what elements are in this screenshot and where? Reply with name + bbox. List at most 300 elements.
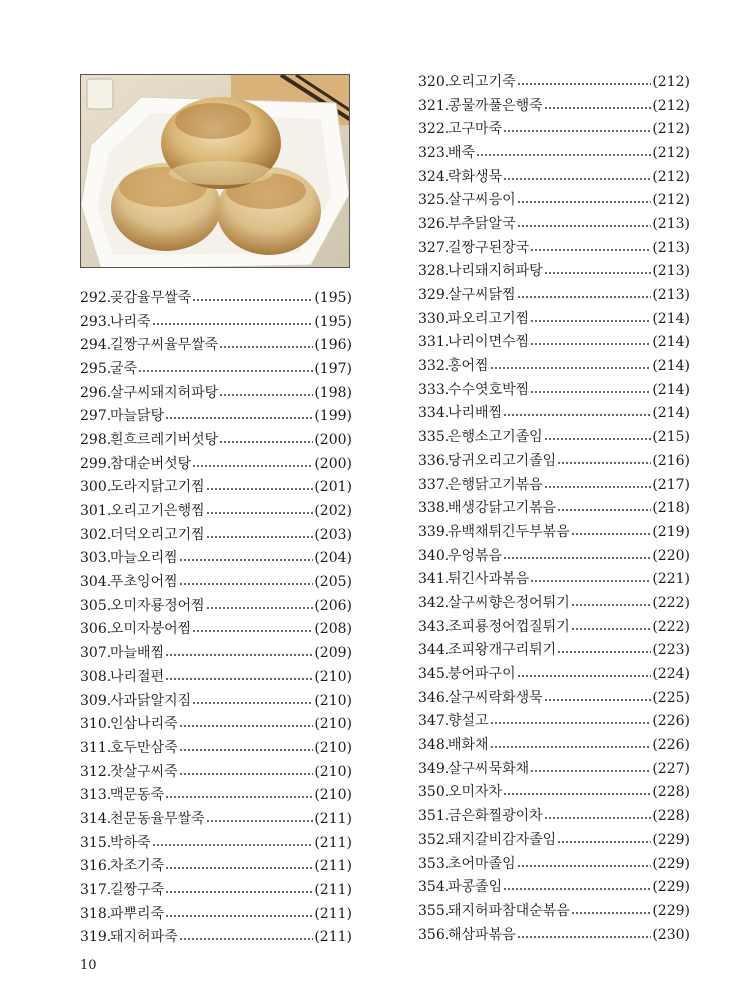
toc-entry xyxy=(418,733,690,757)
toc-entry xyxy=(80,926,352,950)
toc-entry xyxy=(80,452,352,476)
entry-page: (212) xyxy=(652,144,690,161)
entry-number: 313. xyxy=(80,787,112,804)
dot-leader xyxy=(503,178,651,180)
toc-entry xyxy=(80,594,352,618)
entry-title: 흰흐르레기버섯탕 xyxy=(110,431,219,448)
entry-page: (222) xyxy=(652,618,690,635)
entry-title: 마늘오리찜 xyxy=(110,550,178,567)
entry-page: (211) xyxy=(314,858,352,875)
dot-leader xyxy=(557,841,651,843)
page-number: 10 xyxy=(80,958,97,973)
dot-leader xyxy=(490,746,652,748)
food-photo xyxy=(80,74,350,268)
entry-number: 329. xyxy=(418,287,450,304)
dot-leader xyxy=(557,651,651,653)
toc-entry xyxy=(418,141,690,165)
dot-leader xyxy=(206,820,314,822)
entry-title: 당귀오리고기졸임 xyxy=(448,452,557,469)
entry-title: 조피왕개구리튀기 xyxy=(448,642,557,659)
dot-leader xyxy=(490,367,652,369)
toc-entry xyxy=(80,286,352,310)
entry-page: (229) xyxy=(652,855,690,872)
dot-leader xyxy=(503,793,651,795)
entry-number: 309. xyxy=(80,692,112,709)
dot-leader xyxy=(544,272,652,274)
entry-page: (220) xyxy=(652,547,690,564)
entry-title: 오리고기은행찜 xyxy=(110,503,205,520)
toc-entry xyxy=(418,473,690,497)
entry-number: 342. xyxy=(418,594,450,611)
entry-title: 맥문동죽 xyxy=(110,787,165,804)
entry-number: 314. xyxy=(80,810,112,827)
entry-page: (200) xyxy=(314,431,352,448)
entry-number: 352. xyxy=(418,831,450,848)
dot-leader xyxy=(544,438,652,440)
entry-title: 길짱구씨율무쌀죽 xyxy=(110,337,219,354)
entry-page: (219) xyxy=(652,523,690,540)
entry-number: 337. xyxy=(418,476,450,493)
dot-leader xyxy=(179,583,314,585)
entry-title: 향설고 xyxy=(448,713,489,730)
dot-leader xyxy=(165,915,313,917)
entry-page: (201) xyxy=(314,479,352,496)
entry-page: (224) xyxy=(652,666,690,683)
entry-number: 319. xyxy=(80,929,112,946)
entry-number: 304. xyxy=(80,574,112,591)
toc-entry xyxy=(418,710,690,734)
toc-entry xyxy=(418,283,690,307)
entry-page: (226) xyxy=(652,737,690,754)
dot-leader xyxy=(530,249,651,251)
entry-page: (214) xyxy=(652,310,690,327)
toc-entry xyxy=(418,757,690,781)
entry-page: (210) xyxy=(314,668,352,685)
entry-page: (212) xyxy=(652,121,690,138)
entry-number: 347. xyxy=(418,713,450,730)
dot-leader xyxy=(571,912,652,914)
dot-leader xyxy=(206,512,314,514)
entry-page: (206) xyxy=(314,597,352,614)
entry-title: 은행닭고기볶음 xyxy=(448,476,543,493)
entry-title: 살구씨응이 xyxy=(448,192,516,209)
entry-number: 321. xyxy=(418,97,450,114)
entry-title: 조피룡정어껍질튀기 xyxy=(448,618,570,635)
dot-leader xyxy=(192,465,313,467)
entry-page: (216) xyxy=(652,452,690,469)
entry-page: (225) xyxy=(652,689,690,706)
entry-title: 나리죽 xyxy=(110,313,151,330)
dot-leader xyxy=(490,722,652,724)
entry-page: (210) xyxy=(314,787,352,804)
toc-entry xyxy=(418,875,690,899)
entry-number: 311. xyxy=(80,739,112,756)
entry-page: (222) xyxy=(652,594,690,611)
dot-leader xyxy=(517,865,652,867)
entry-title: 오미자룡정어찜 xyxy=(110,597,205,614)
entry-page: (199) xyxy=(314,408,352,425)
toc-entry xyxy=(418,425,690,449)
entry-page: (202) xyxy=(314,503,352,520)
toc-entry xyxy=(80,357,352,381)
entry-number: 354. xyxy=(418,879,450,896)
dot-leader xyxy=(179,938,314,940)
entry-title: 은행소고기졸임 xyxy=(448,429,543,446)
toc-entry xyxy=(418,331,690,355)
toc-entry xyxy=(80,807,352,831)
entry-number: 298. xyxy=(80,431,112,448)
entry-page: (210) xyxy=(314,692,352,709)
dot-leader xyxy=(165,417,313,419)
toc-entry xyxy=(80,310,352,334)
toc-entry xyxy=(80,547,352,571)
dot-leader xyxy=(219,346,313,348)
entry-title: 사과닭알지짐 xyxy=(110,692,192,709)
entry-page: (226) xyxy=(652,713,690,730)
entry-title: 나리이면수찜 xyxy=(448,334,530,351)
toc-entry xyxy=(418,899,690,923)
dot-leader xyxy=(517,201,652,203)
entry-number: 306. xyxy=(80,621,112,638)
dot-leader xyxy=(152,323,314,325)
entry-number: 325. xyxy=(418,192,450,209)
entry-title: 마늘배찜 xyxy=(110,645,165,662)
entry-number: 315. xyxy=(80,834,112,851)
dot-leader xyxy=(530,391,651,393)
entry-number: 330. xyxy=(418,310,450,327)
toc-entry xyxy=(80,855,352,879)
entry-page: (214) xyxy=(652,334,690,351)
entry-page: (211) xyxy=(314,810,352,827)
entry-number: 318. xyxy=(80,905,112,922)
dot-leader xyxy=(165,796,313,798)
toc-entry xyxy=(418,402,690,426)
entry-title: 잣살구씨죽 xyxy=(110,763,178,780)
entry-number: 328. xyxy=(418,263,450,280)
entry-title: 살구씨묵화채 xyxy=(448,760,530,777)
dot-leader xyxy=(503,888,651,890)
entry-page: (214) xyxy=(652,358,690,375)
entry-title: 오미자차 xyxy=(448,784,503,801)
dot-leader xyxy=(530,343,651,345)
entry-number: 331. xyxy=(418,334,450,351)
entry-title: 수수엿호박찜 xyxy=(448,381,530,398)
toc-entry xyxy=(80,783,352,807)
toc-entry xyxy=(418,212,690,236)
dot-leader xyxy=(517,675,652,677)
toc-entry xyxy=(80,381,352,405)
entry-number: 292. xyxy=(80,289,112,306)
toc-entry xyxy=(80,641,352,665)
entry-number: 323. xyxy=(418,144,450,161)
entry-page: (213) xyxy=(652,215,690,232)
toc-entry xyxy=(80,712,352,736)
dot-leader xyxy=(476,154,651,156)
dot-leader xyxy=(544,699,652,701)
entry-page: (213) xyxy=(652,239,690,256)
toc-entry xyxy=(418,852,690,876)
toc-entry xyxy=(80,878,352,902)
entry-title: 돼지허파참대순볶음 xyxy=(448,902,570,919)
toc-entry xyxy=(80,736,352,760)
entry-title: 금은화찔광이차 xyxy=(448,808,543,825)
entry-number: 300. xyxy=(80,479,112,496)
toc-entry xyxy=(418,449,690,473)
toc-entry xyxy=(418,236,690,260)
dot-leader xyxy=(530,320,651,322)
entry-number: 351. xyxy=(418,808,450,825)
entry-title: 살구씨돼지허파탕 xyxy=(110,384,219,401)
entry-number: 344. xyxy=(418,642,450,659)
dot-leader xyxy=(544,486,652,488)
entry-page: (196) xyxy=(314,337,352,354)
entry-title: 붕어파구이 xyxy=(448,666,516,683)
entry-title: 살구씨닭찜 xyxy=(448,287,516,304)
toc-entry xyxy=(80,618,352,642)
entry-number: 302. xyxy=(80,526,112,543)
entry-page: (228) xyxy=(652,784,690,801)
entry-title: 오리고기죽 xyxy=(448,73,516,90)
entry-title: 호두만삼죽 xyxy=(110,739,178,756)
entry-page: (214) xyxy=(652,381,690,398)
dot-leader xyxy=(192,702,313,704)
entry-page: (195) xyxy=(314,313,352,330)
entry-number: 303. xyxy=(80,550,112,567)
baked-buns-illustration xyxy=(81,75,350,268)
entry-title: 락화생묵 xyxy=(448,168,503,185)
dot-leader xyxy=(138,370,313,372)
toc-entry xyxy=(418,804,690,828)
entry-page: (195) xyxy=(314,289,352,306)
toc-entry xyxy=(80,570,352,594)
dot-leader xyxy=(503,557,651,559)
entry-number: 297. xyxy=(80,408,112,425)
entry-title: 더덕오리고기찜 xyxy=(110,526,205,543)
entry-number: 332. xyxy=(418,358,450,375)
entry-title: 해삼파볶음 xyxy=(448,926,516,943)
entry-page: (229) xyxy=(652,902,690,919)
entry-number: 345. xyxy=(418,666,450,683)
dot-leader xyxy=(517,936,652,938)
entry-number: 346. xyxy=(418,689,450,706)
dot-leader xyxy=(530,580,651,582)
entry-page: (204) xyxy=(314,550,352,567)
dot-leader xyxy=(219,394,313,396)
toc-entry xyxy=(418,591,690,615)
toc-entry xyxy=(80,831,352,855)
dot-leader xyxy=(517,83,652,85)
toc-column-left xyxy=(80,286,352,949)
dot-leader xyxy=(503,414,651,416)
entry-title: 박하죽 xyxy=(110,834,151,851)
entry-title: 차조기죽 xyxy=(110,858,165,875)
entry-title: 배화채 xyxy=(448,737,489,754)
entry-page: (212) xyxy=(652,73,690,90)
dot-leader xyxy=(165,891,313,893)
entry-number: 343. xyxy=(418,618,450,635)
entry-page: (229) xyxy=(652,879,690,896)
dot-leader xyxy=(206,536,314,538)
entry-page: (214) xyxy=(652,405,690,422)
toc-entry xyxy=(418,70,690,94)
entry-page: (211) xyxy=(314,929,352,946)
entry-title: 푸초잉어찜 xyxy=(110,574,178,591)
toc-entry xyxy=(418,260,690,284)
entry-page: (210) xyxy=(314,716,352,733)
entry-page: (210) xyxy=(314,763,352,780)
entry-page: (228) xyxy=(652,808,690,825)
entry-number: 305. xyxy=(80,597,112,614)
entry-number: 322. xyxy=(418,121,450,138)
dot-leader xyxy=(179,773,314,775)
toc-entry xyxy=(80,428,352,452)
toc-entry xyxy=(418,544,690,568)
dot-leader xyxy=(571,533,652,535)
entry-page: (215) xyxy=(652,429,690,446)
entry-title: 천문동율무쌀죽 xyxy=(110,810,205,827)
entry-title: 배죽 xyxy=(448,144,476,161)
entry-title: 살구씨향은정어튀기 xyxy=(448,594,570,611)
entry-title: 살구씨락화생묵 xyxy=(448,689,543,706)
toc-entry xyxy=(80,499,352,523)
toc-entry xyxy=(80,523,352,547)
entry-title: 참대순버섯탕 xyxy=(110,455,192,472)
entry-page: (209) xyxy=(314,645,352,662)
entry-number: 316. xyxy=(80,858,112,875)
dot-leader xyxy=(206,488,314,490)
dot-leader xyxy=(165,678,313,680)
entry-number: 293. xyxy=(80,313,112,330)
dot-leader xyxy=(571,604,652,606)
entry-page: (212) xyxy=(652,168,690,185)
entry-number: 338. xyxy=(418,500,450,517)
entry-title: 나리절편 xyxy=(110,668,165,685)
entry-title: 부추닭알국 xyxy=(448,215,516,232)
entry-page: (212) xyxy=(652,192,690,209)
toc-entry xyxy=(418,307,690,331)
toc-entry xyxy=(418,188,690,212)
entry-number: 299. xyxy=(80,455,112,472)
toc-entry xyxy=(418,639,690,663)
dot-leader xyxy=(152,844,314,846)
entry-title: 굴죽 xyxy=(110,360,138,377)
entry-page: (213) xyxy=(652,287,690,304)
entry-title: 돼지허파죽 xyxy=(110,929,178,946)
toc-entry xyxy=(80,665,352,689)
entry-page: (223) xyxy=(652,642,690,659)
entry-page: (208) xyxy=(314,621,352,638)
toc-entry xyxy=(418,354,690,378)
entry-page: (197) xyxy=(314,360,352,377)
toc-entry xyxy=(418,567,690,591)
entry-title: 인삼나리죽 xyxy=(110,716,178,733)
dot-leader xyxy=(557,462,651,464)
toc-column-right xyxy=(418,70,690,946)
entry-number: 307. xyxy=(80,645,112,662)
entry-number: 335. xyxy=(418,429,450,446)
toc-entry xyxy=(418,923,690,947)
toc-entry xyxy=(418,496,690,520)
dot-leader xyxy=(179,559,314,561)
dot-leader xyxy=(165,867,313,869)
entry-page: (198) xyxy=(314,384,352,401)
entry-title: 튀긴사과볶음 xyxy=(448,571,530,588)
entry-number: 326. xyxy=(418,215,450,232)
entry-title: 파콩졸임 xyxy=(448,879,503,896)
entry-number: 334. xyxy=(418,405,450,422)
toc-entry xyxy=(80,902,352,926)
dot-leader xyxy=(179,725,314,727)
toc-entry xyxy=(80,333,352,357)
toc-entry xyxy=(418,378,690,402)
entry-number: 294. xyxy=(80,337,112,354)
entry-number: 355. xyxy=(418,902,450,919)
entry-page: (217) xyxy=(652,476,690,493)
dot-leader xyxy=(165,654,313,656)
entry-page: (205) xyxy=(314,574,352,591)
entry-page: (221) xyxy=(652,571,690,588)
entry-title: 파뿌리죽 xyxy=(110,905,165,922)
entry-page: (213) xyxy=(652,263,690,280)
entry-number: 320. xyxy=(418,73,450,90)
entry-number: 295. xyxy=(80,360,112,377)
entry-number: 317. xyxy=(80,882,112,899)
toc-entry xyxy=(418,117,690,141)
entry-number: 308. xyxy=(80,668,112,685)
toc-entry xyxy=(418,165,690,189)
entry-title: 돼지갈비감자졸임 xyxy=(448,831,557,848)
entry-title: 오미자붕어찜 xyxy=(110,621,192,638)
toc-entry xyxy=(418,615,690,639)
entry-page: (203) xyxy=(314,526,352,543)
toc-entry xyxy=(80,760,352,784)
entry-title: 길짱구죽 xyxy=(110,882,165,899)
entry-number: 353. xyxy=(418,855,450,872)
entry-title: 나리배찜 xyxy=(448,405,503,422)
entry-title: 도라지닭고기찜 xyxy=(110,479,205,496)
dot-leader xyxy=(517,225,652,227)
entry-page: (200) xyxy=(314,455,352,472)
entry-number: 339. xyxy=(418,523,450,540)
toc-entry xyxy=(418,662,690,686)
dot-leader xyxy=(544,817,652,819)
dot-leader xyxy=(530,770,651,772)
toc-entry xyxy=(418,781,690,805)
entry-number: 341. xyxy=(418,571,450,588)
dot-leader xyxy=(557,509,651,511)
entry-number: 349. xyxy=(418,760,450,777)
entry-number: 340. xyxy=(418,547,450,564)
entry-title: 고구마죽 xyxy=(448,121,503,138)
entry-page: (212) xyxy=(652,97,690,114)
entry-title: 초어마졸임 xyxy=(448,855,516,872)
entry-page: (211) xyxy=(314,882,352,899)
dot-leader xyxy=(192,299,313,301)
dot-leader xyxy=(206,607,314,609)
entry-title: 파오리고기찜 xyxy=(448,310,530,327)
entry-title: 배생강닭고기볶음 xyxy=(448,500,557,517)
dot-leader xyxy=(179,749,314,751)
entry-number: 350. xyxy=(418,784,450,801)
toc-entry xyxy=(418,94,690,118)
dot-leader xyxy=(219,441,313,443)
toc-entry xyxy=(418,828,690,852)
dot-leader xyxy=(544,107,652,109)
dot-leader xyxy=(571,628,652,630)
entry-page: (218) xyxy=(652,500,690,517)
toc-entry xyxy=(418,686,690,710)
entry-page: (211) xyxy=(314,834,352,851)
